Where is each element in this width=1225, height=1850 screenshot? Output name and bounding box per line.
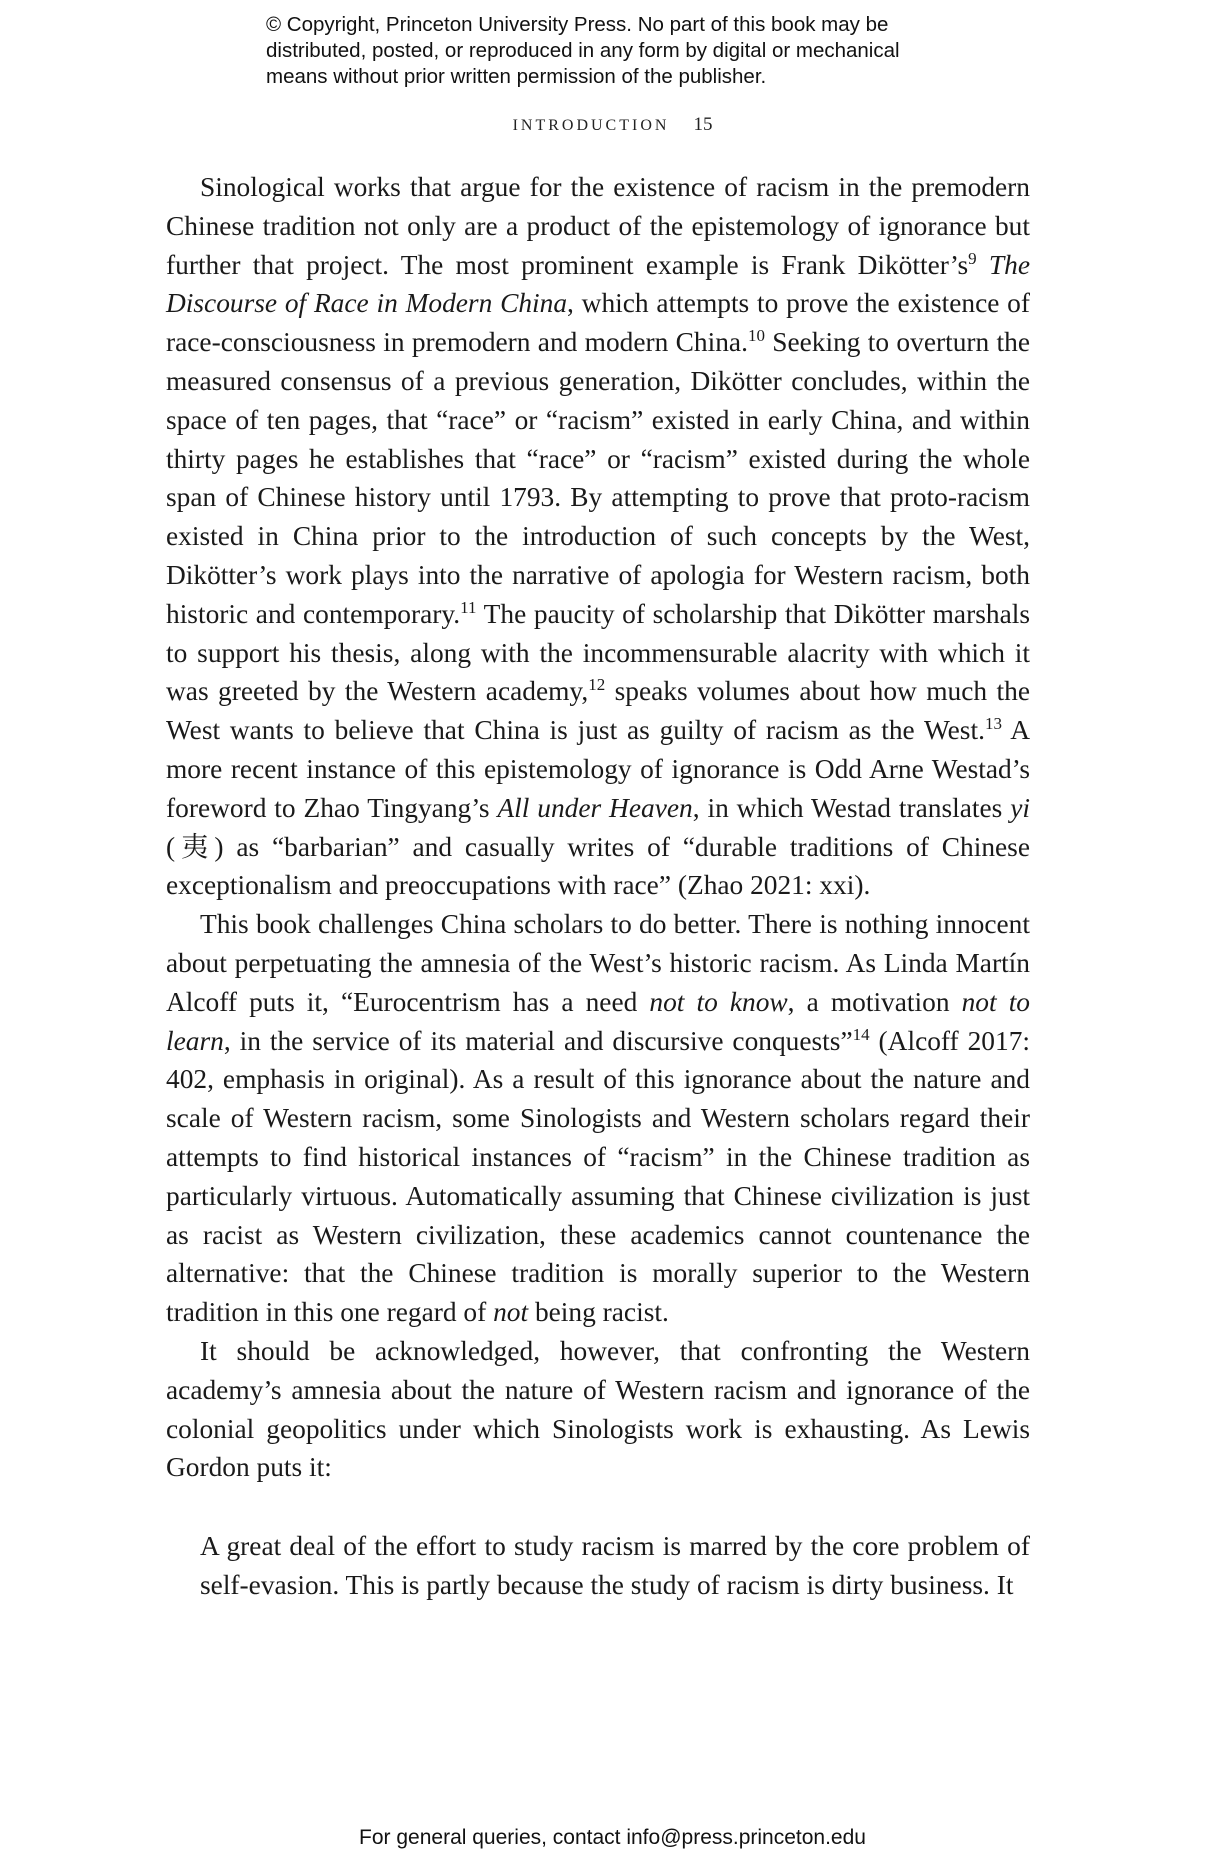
text-run: , in which Westad translates	[692, 792, 1011, 823]
text-run: The paucity of scholarship that Dikötter marshals to support his thesis, along with the incommensurable alacrity with which it was greeted by the Western academy,	[166, 598, 1030, 707]
block-quote-text: A great deal of the effort to study racism is marred by the core problem of self-evasion. This is partly because the study of racism is dirty business. It	[200, 1531, 1030, 1600]
running-head	[0, 114, 1225, 136]
text-run: (Alcoff 2017: 402, emphasis in original). As a result of this ignorance about the nature and scale of Western racism, some Sinologists and Western scholars regard their attempts to find historical instances of “racism” in the Chinese tradition as particularly virtuous. Automatically assuming that Chinese civilization is just as racist as Western civilization, these academics cannot countenance the alternative: that the Chinese tradition is morally superior to the Western tradition in this one regard of	[166, 1025, 1030, 1328]
footnote-ref-11[interactable]: 11	[460, 597, 477, 617]
emphasis: not	[493, 1297, 529, 1328]
body-text	[166, 168, 1030, 1487]
text-run: , in the service of its material and discursive conquests”	[223, 1025, 853, 1056]
emphasis: not to know	[649, 986, 788, 1017]
footer-contact: For general queries, contact info@press.princeton.edu	[359, 1826, 866, 1849]
paragraph-1	[166, 168, 1030, 905]
text-run: , which attempts to prove the existence of race-consciousness in premodern and modern China.	[166, 288, 1030, 358]
paragraph-2	[166, 905, 1030, 1332]
footnote-ref-13[interactable]: 13	[984, 714, 1002, 734]
text-run: being racist.	[528, 1297, 669, 1328]
copyright-line-2: distributed, posted, or reproduced in any form by digital or mechanical	[266, 39, 900, 62]
term-yi: yi	[1010, 792, 1030, 823]
text-run: A more recent instance of this epistemology of ignorance is Odd Arne Westad’s foreword to Zhao Tingyang’s	[166, 715, 1030, 823]
emphasis: not to learn	[166, 986, 1030, 1056]
paragraph-3: It should be acknowledged, however, that confronting the Western academy’s amnesia about the nature of Western racism and ignorance of the colonial geopolitics under which Sinologists work is exhausting. As Lewis Gordon puts it:	[166, 1335, 1030, 1483]
copyright-line-1: © Copyright, Princeton University Press. No part of this book may be	[266, 13, 889, 36]
text-run: , a motivation	[787, 986, 962, 1017]
footnote-ref-10[interactable]: 10	[747, 326, 765, 346]
block-quote	[200, 1527, 1030, 1605]
copyright-line-3: means without prior written permission of the publisher.	[266, 65, 767, 88]
copyright-notice	[266, 12, 986, 90]
footnote-ref-14[interactable]: 14	[852, 1024, 870, 1044]
page-number: 15	[693, 114, 713, 135]
text-run: (夷) as “barbarian” and casually writes of “durable traditions of Chinese exceptionalism and preoccupations with race” (Zhao 2021: xxi).	[166, 831, 1030, 901]
text-run: This book challenges China scholars to do better. There is nothing innocent about perpetuating the amnesia of the West’s historic racism. As Linda Martín Alcoff puts it, “Eurocentrism has a need	[166, 909, 1030, 1017]
book-title: All under Heaven	[497, 792, 693, 823]
book-title: The Discourse of Race in Modern China	[166, 249, 1030, 319]
text-run: Sinological works that argue for the existence of racism in the premodern Chinese tradition not only are a product of the epistemology of ignorance but further that project. The most prominent example is Frank Dikötter’s	[166, 172, 1030, 280]
text-run: Seeking to overturn the measured consensus of a previous generation, Dikötter concludes, within the space of ten pages, that “race” or “racism” existed in early China, and within thirty pages he establishes that “race” or “racism” existed during the whole span of Chinese history until 1793. By attempting to prove that proto-racism existed in China prior to the introduction of such concepts by the West, Dikötter’s work plays into the narrative of apologia for Western racism, both historic and contemporary.	[166, 327, 1030, 629]
text-run: speaks volumes about how much the West wants to believe that China is just as guilty of racism as the West.	[166, 676, 1030, 746]
footnote-ref-9[interactable]: 9	[968, 248, 977, 268]
running-head-title: INTRODUCTION	[512, 117, 670, 134]
footnote-ref-12[interactable]: 12	[588, 675, 606, 695]
